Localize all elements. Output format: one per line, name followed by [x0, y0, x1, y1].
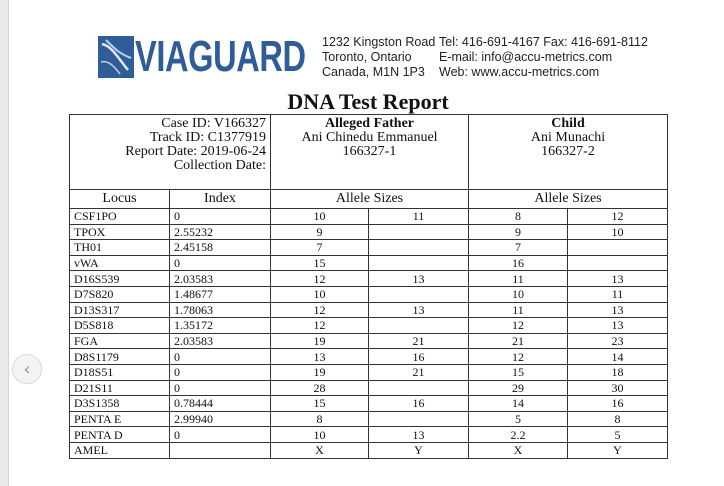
- child-allele-1: 8: [469, 209, 568, 225]
- address-line: 1232 Kingston Road: [322, 35, 436, 49]
- child-allele-header: Allele Sizes: [469, 190, 668, 209]
- address-line: Canada, M1N 1P3: [322, 65, 425, 79]
- father-allele-2: [369, 224, 469, 240]
- table-row: [70, 380, 668, 396]
- index-cell: 0.78444: [170, 396, 271, 412]
- web-line: Web: www.accu-metrics.com: [439, 65, 600, 79]
- father-allele-2: [369, 411, 469, 427]
- table-row: [70, 224, 668, 240]
- child-allele-1: X: [469, 442, 568, 458]
- locus-cell: D21S11: [70, 380, 170, 396]
- collection-date: Collection Date:: [173, 158, 266, 173]
- child-allele-1: 21: [469, 333, 568, 349]
- locus-cell: D18S51: [70, 364, 170, 380]
- index-cell: 2.03583: [170, 333, 271, 349]
- father-name: Ani Chinedu Emmanuel: [301, 130, 438, 145]
- child-info-cell: [469, 115, 668, 190]
- index-cell: 1.78063: [170, 302, 271, 318]
- index-cell: 0: [170, 380, 271, 396]
- child-allele-1: 12: [469, 318, 568, 334]
- table-row: [70, 364, 668, 380]
- index-cell: 2.99940: [170, 411, 271, 427]
- email-line: E-mail: info@accu-metrics.com: [439, 50, 613, 64]
- father-heading: Alleged Father: [324, 116, 415, 131]
- table-row: [70, 442, 668, 458]
- father-allele-2: 21: [369, 364, 469, 380]
- child-allele-2: 13: [568, 318, 668, 334]
- father-allele-1: 10: [271, 427, 369, 443]
- index-cell: 0: [170, 255, 271, 271]
- locus-cell: vWA: [70, 255, 170, 271]
- father-allele-2: 13: [369, 271, 469, 287]
- case-id: Case ID: V166327: [161, 116, 266, 131]
- child-allele-1: 9: [469, 224, 568, 240]
- father-allele-1: X: [271, 442, 369, 458]
- phone-fax-line: Tel: 416-691-4167 Fax: 416-691-8112: [439, 35, 648, 49]
- report-date: Report Date: 2019-06-24: [125, 144, 266, 159]
- index-cell: 0: [170, 364, 271, 380]
- locus-cell: D8S1179: [70, 349, 170, 365]
- previous-arrow-button[interactable]: [12, 354, 42, 384]
- father-allele-2: 13: [369, 427, 469, 443]
- locus-rows: [70, 209, 668, 459]
- father-allele-1: 9: [271, 224, 369, 240]
- index-cell: 2.45158: [170, 240, 271, 256]
- locus-cell: D13S317: [70, 302, 170, 318]
- table-row: [70, 411, 668, 427]
- child-id: 166327-2: [541, 144, 595, 159]
- table-row: [70, 318, 668, 334]
- locus-cell: PENTA E: [70, 411, 170, 427]
- locus-cell: D16S539: [70, 271, 170, 287]
- locus-cell: D3S1358: [70, 396, 170, 412]
- table-row: [70, 286, 668, 302]
- father-allele-header: Allele Sizes: [271, 190, 469, 209]
- child-allele-2: 10: [568, 224, 668, 240]
- father-allele-2: 16: [369, 396, 469, 412]
- column-header-row: [70, 190, 668, 209]
- logo-wordmark: VIAGUARD: [135, 32, 306, 81]
- child-allele-2: [568, 255, 668, 271]
- father-info-cell: [271, 115, 469, 190]
- child-allele-1: 7: [469, 240, 568, 256]
- child-allele-1: 15: [469, 364, 568, 380]
- child-allele-2: 12: [568, 209, 668, 225]
- track-id: Track ID: C1377919: [149, 130, 266, 145]
- locus-header: Locus: [70, 190, 170, 209]
- locus-cell: AMEL: [70, 442, 170, 458]
- father-allele-2: Y: [369, 442, 469, 458]
- father-allele-2: [369, 318, 469, 334]
- index-cell: 0: [170, 209, 271, 225]
- child-allele-2: 11: [568, 286, 668, 302]
- child-allele-1: 10: [469, 286, 568, 302]
- father-allele-2: [369, 255, 469, 271]
- child-allele-2: [568, 240, 668, 256]
- table-row: [70, 240, 668, 256]
- locus-cell: D5S818: [70, 318, 170, 334]
- child-allele-1: 14: [469, 396, 568, 412]
- index-cell: [170, 442, 271, 458]
- company-logo: [98, 30, 306, 84]
- child-allele-2: 16: [568, 396, 668, 412]
- chevron-left-icon: ‹: [23, 358, 31, 380]
- child-allele-1: 11: [469, 302, 568, 318]
- father-allele-1: 7: [271, 240, 369, 256]
- child-allele-2: 13: [568, 302, 668, 318]
- child-allele-1: 2.2: [469, 427, 568, 443]
- father-allele-2: 16: [369, 349, 469, 365]
- table-row: [70, 271, 668, 287]
- father-allele-1: 15: [271, 396, 369, 412]
- viewer-left-frame: [0, 0, 9, 486]
- table-row: [70, 396, 668, 412]
- father-allele-1: 19: [271, 333, 369, 349]
- locus-cell: TPOX: [70, 224, 170, 240]
- father-allele-2: 13: [369, 302, 469, 318]
- father-allele-2: [369, 286, 469, 302]
- table-row: [70, 302, 668, 318]
- table-row: [70, 333, 668, 349]
- child-allele-1: 29: [469, 380, 568, 396]
- report-header-row: [70, 115, 668, 190]
- company-contacts: [439, 35, 648, 80]
- father-allele-1: 15: [271, 255, 369, 271]
- child-name: Ani Munachi: [530, 130, 606, 145]
- table-row: [70, 427, 668, 443]
- father-allele-1: 19: [271, 364, 369, 380]
- child-allele-2: 18: [568, 364, 668, 380]
- company-address: [322, 35, 435, 80]
- father-allele-2: [369, 380, 469, 396]
- child-allele-1: 12: [469, 349, 568, 365]
- father-allele-1: 8: [271, 411, 369, 427]
- logo-mark: [98, 36, 134, 78]
- case-info-cell: [70, 115, 271, 190]
- child-allele-2: 23: [568, 333, 668, 349]
- child-allele-1: 11: [469, 271, 568, 287]
- table-row: [70, 209, 668, 225]
- child-heading: Child: [551, 116, 585, 131]
- index-cell: 2.03583: [170, 271, 271, 287]
- child-allele-2: 8: [568, 411, 668, 427]
- father-allele-1: 10: [271, 286, 369, 302]
- dna-results-table: [69, 114, 668, 459]
- father-id: 166327-1: [342, 144, 397, 159]
- index-cell: 2.55232: [170, 224, 271, 240]
- father-allele-1: 13: [271, 349, 369, 365]
- index-cell: 0: [170, 427, 271, 443]
- index-cell: 0: [170, 349, 271, 365]
- father-allele-1: 12: [271, 271, 369, 287]
- address-line: Toronto, Ontario: [322, 50, 412, 64]
- child-allele-1: 5: [469, 411, 568, 427]
- locus-cell: FGA: [70, 333, 170, 349]
- locus-cell: TH01: [70, 240, 170, 256]
- father-allele-1: 12: [271, 318, 369, 334]
- index-cell: 1.35172: [170, 318, 271, 334]
- index-cell: 1.48677: [170, 286, 271, 302]
- father-allele-2: 11: [369, 209, 469, 225]
- child-allele-2: 30: [568, 380, 668, 396]
- child-allele-2: 13: [568, 271, 668, 287]
- child-allele-1: 16: [469, 255, 568, 271]
- father-allele-2: 21: [369, 333, 469, 349]
- locus-cell: CSF1PO: [70, 209, 170, 225]
- child-allele-2: 14: [568, 349, 668, 365]
- child-allele-2: 5: [568, 427, 668, 443]
- table-row: [70, 349, 668, 365]
- locus-cell: D7S820: [70, 286, 170, 302]
- child-allele-2: Y: [568, 442, 668, 458]
- father-allele-1: 28: [271, 380, 369, 396]
- father-allele-2: [369, 240, 469, 256]
- report-title: DNA Test Report: [287, 89, 449, 114]
- index-header: Index: [170, 190, 271, 209]
- father-allele-1: 10: [271, 209, 369, 225]
- father-allele-1: 12: [271, 302, 369, 318]
- table-row: [70, 255, 668, 271]
- locus-cell: PENTA D: [70, 427, 170, 443]
